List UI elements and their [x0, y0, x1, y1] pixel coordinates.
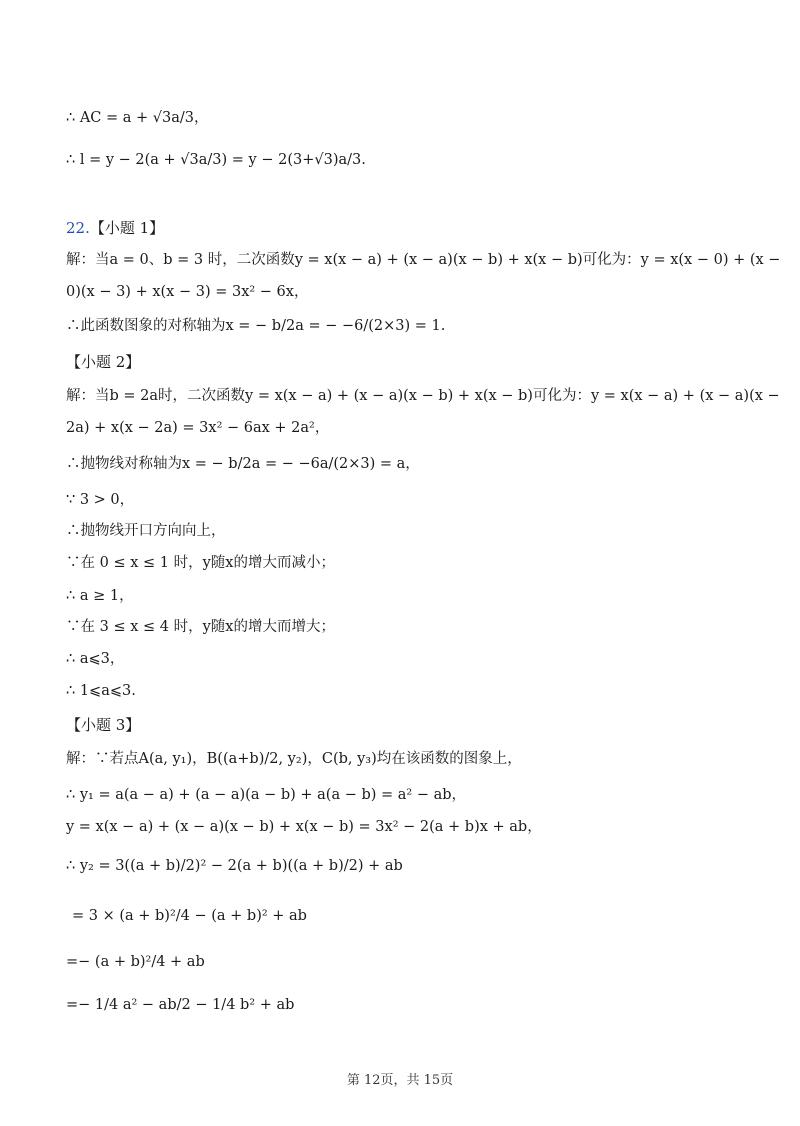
sub3-y1-equation: ∴ y₁ = a(a − a) + (a − a)(a − b) + a(a − b) = a² − ab，: [66, 787, 467, 803]
subquestion-1-label: 【小题 1】: [89, 219, 165, 237]
sub1-axis-of-symmetry: ∴此函数图象的对称轴为x = − b/2a = − −6/(2×3) = 1.: [66, 318, 446, 334]
sub2-conclusion: ∴ 1⩽a⩽3.: [66, 683, 136, 699]
sub3-y2-equation: ∴ y₂ = 3((a + b)/2)² − 2(a + b)((a + b)/2) + ab: [66, 858, 403, 874]
l-equation: ∴ l = y − 2(a + √3a/3) = y − 2(3+√3)a/3.: [66, 152, 366, 168]
subquestion-3-label: 【小题 3】: [66, 716, 141, 734]
sub2-step-4: ∴抛物线开口方向向上，: [66, 523, 226, 539]
sub2-step-6: ∴ a ≥ 1，: [66, 588, 134, 604]
question-22-heading: [66, 218, 734, 238]
sub2-solution-line-1: 解：当b = 2a时，二次函数y = x(x − a) + (x − a)(x − b) + x(x − b)可化为：y = x(x − a) + (x − a)(x −: [66, 388, 780, 404]
sub2-step-3: ∵ 3 > 0，: [66, 492, 135, 508]
sub3-solution-line-1: 解：∵若点A(a, y₁)，B((a+b)/2, y₂)，C(b, y₃)均在该函数的图象上，: [66, 751, 522, 767]
sub3-y2-step-1: = 3 × (a + b)²/4 − (a + b)² + ab: [72, 908, 307, 924]
sub2-step-8: ∴ a⩽3，: [66, 651, 125, 667]
page-footer: 第 12页，共 15页: [346, 1073, 454, 1088]
subquestion-2-label: 【小题 2】: [66, 353, 141, 371]
sub2-axis-of-symmetry: ∴抛物线对称轴为x = − b/2a = − −6a/(2×3) = a，: [66, 456, 420, 472]
sub3-function-expansion: y = x(x − a) + (x − a)(x − b) + x(x − b) = 3x² − 2(a + b)x + ab，: [66, 819, 542, 835]
sub1-solution-line-1: 解：当a = 0、b = 3 时，二次函数y = x(x − a) + (x − a)(x − b) + x(x − b)可化为：y = x(x − 0) + (x −: [66, 252, 781, 268]
question-number: 22.: [66, 219, 90, 237]
sub1-solution-line-2: 0)(x − 3) + x(x − 3) = 3x² − 6x，: [66, 284, 309, 300]
sub2-step-7: ∵在 3 ≤ x ≤ 4 时，y随x的增大而增大；: [66, 619, 335, 635]
sub2-solution-line-2: 2a) + x(x − 2a) = 3x² − 6ax + 2a²，: [66, 420, 330, 436]
sub2-step-5: ∵在 0 ≤ x ≤ 1 时，y随x的增大而减小；: [66, 555, 335, 571]
sub3-y2-step-3: =− 1/4 a² − ab/2 − 1/4 b² + ab: [66, 997, 295, 1013]
sub3-y2-step-2: =− (a + b)²/4 + ab: [66, 954, 205, 970]
ac-equation: ∴ AC = a + √3a/3，: [66, 110, 209, 126]
